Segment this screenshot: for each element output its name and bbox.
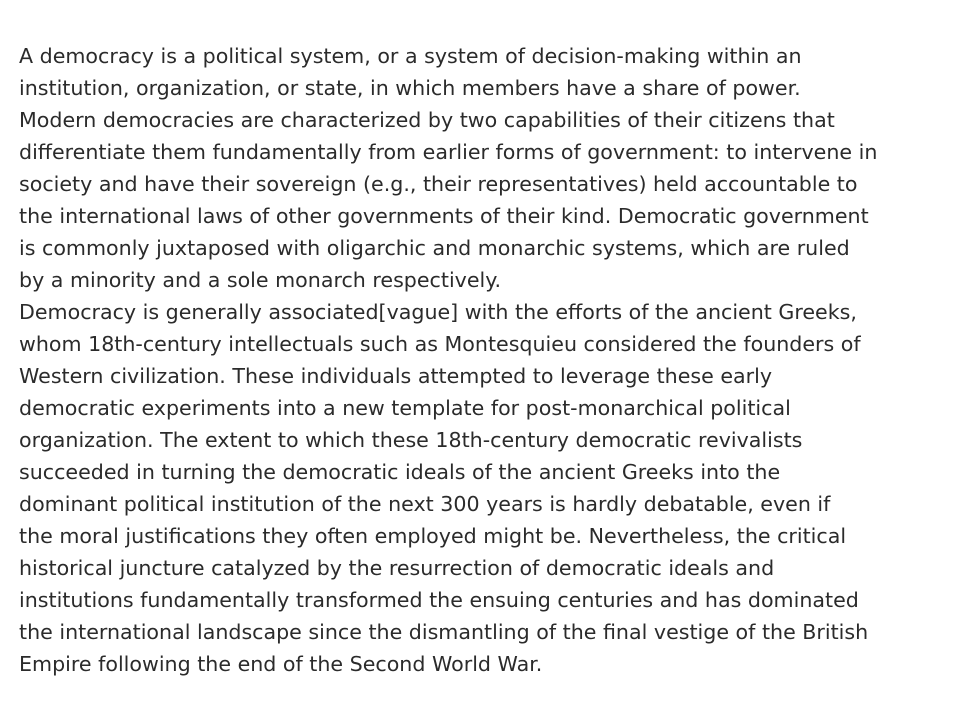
- text-line: society and have their sovereign (e.g., their representatives) held accountable to: [19, 172, 858, 196]
- text-line: A democracy is a political system, or a system of decision-making within an: [19, 44, 802, 68]
- text-line: Empire following the end of the Second World War.: [19, 652, 543, 676]
- text-line: is commonly juxtaposed with oligarchic and monarchic systems, which are ruled: [19, 236, 850, 260]
- text-line: institution, organization, or state, in which members have a share of power.: [19, 76, 801, 100]
- text-line: the moral justifications they often employed might be. Nevertheless, the critical: [19, 524, 847, 548]
- document-body: [19, 40, 955, 680]
- text-line: by a minority and a sole monarch respectively.: [19, 268, 502, 292]
- text-line: succeeded in turning the democratic ideals of the ancient Greeks into the: [19, 460, 781, 484]
- paragraph-1: [19, 40, 955, 296]
- text-line: Western civilization. These individuals attempted to leverage these early: [19, 364, 773, 388]
- text-line: the international landscape since the dismantling of the final vestige of the British: [19, 620, 869, 644]
- text-line: Modern democracies are characterized by two capabilities of their citizens that: [19, 108, 835, 132]
- text-line: democratic experiments into a new template for post-monarchical political: [19, 396, 791, 420]
- text-line: Democracy is generally associated[vague] with the efforts of the ancient Greeks,: [19, 300, 857, 324]
- paragraph-2: [19, 296, 955, 680]
- text-line: the international laws of other governments of their kind. Democratic government: [19, 204, 869, 228]
- text-line: differentiate them fundamentally from earlier forms of government: to intervene in: [19, 140, 878, 164]
- text-line: whom 18th-century intellectuals such as Montesquieu considered the founders of: [19, 332, 861, 356]
- text-line: organization. The extent to which these 18th-century democratic revivalists: [19, 428, 803, 452]
- text-line: historical juncture catalyzed by the resurrection of democratic ideals and: [19, 556, 775, 580]
- text-line: dominant political institution of the next 300 years is hardly debatable, even if: [19, 492, 831, 516]
- text-line: institutions fundamentally transformed the ensuing centuries and has dominated: [19, 588, 859, 612]
